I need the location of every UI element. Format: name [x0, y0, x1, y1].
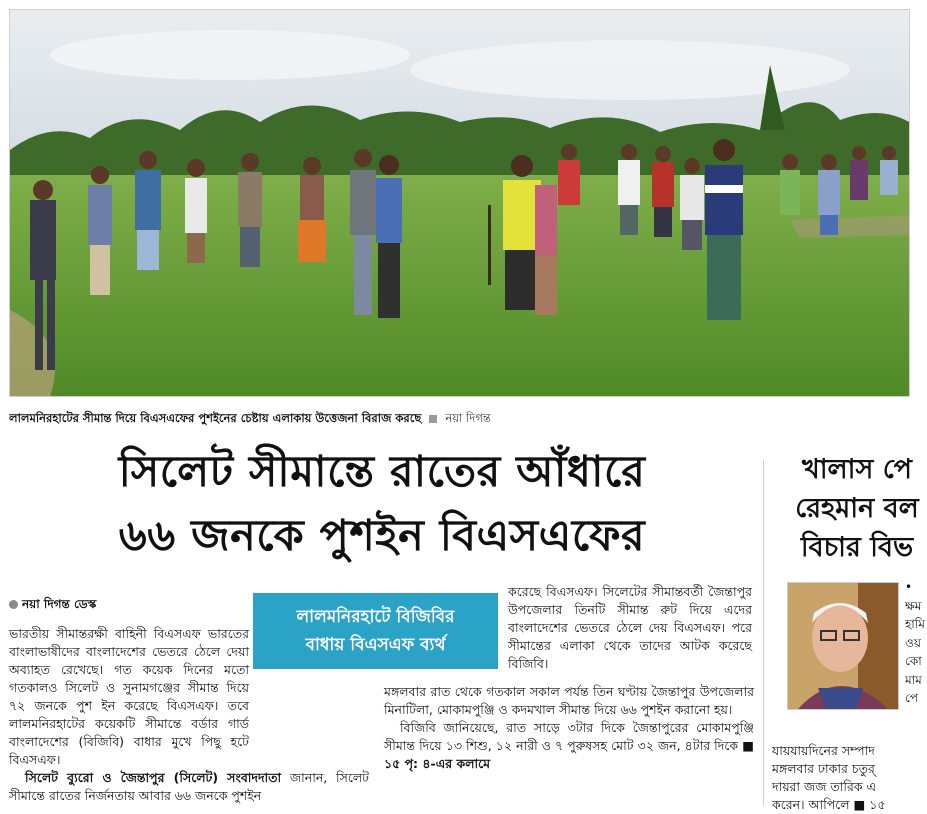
- subhead-box: [253, 593, 498, 669]
- side-headline-line-2: রেহমান বল: [795, 493, 919, 524]
- dateline: সিলেট ব্যুরো ও জৈন্তাপুর (সিলেট) সংবাদদাতা: [25, 770, 282, 785]
- byline-text: নয়া দিগন্ত ডেস্ক: [22, 597, 97, 611]
- subhead-line-1: লালমনিরহাটে বিজিবির: [296, 607, 455, 627]
- side-headline: [772, 450, 927, 567]
- photo-illustration: [10, 10, 909, 396]
- side-headline-line-3: বিচার বিভ: [800, 532, 914, 563]
- side-body-line: করেন। আপিলে ■ ১৫: [772, 797, 886, 812]
- side-headline-line-1: খালাস পে: [801, 454, 913, 485]
- article-paragraph-1: ভারতীয় সীমান্তরক্ষী বাহিনী বিএসএফ ভারতের বাংলাভাষীদের বাংলাদেশের ভেতরে ঠেলে দেয়া অব্যাহত রেখেছে। গত কয়েক দিনের মতো গতকালও সিলেট ও সুনামগঞ্জের সীমান্ত দিয়ে ৭২ জনকে পুশ ইন করেছে বিএসএফ। তবে লালমনিরহাটের কয়েকটি সীমান্তে বর্ডার গার্ড বাংলাদেশের (বিজিবি) বাধার মুখে পিছু হটে বিএসএফ।: [9, 626, 249, 767]
- article-column-mid: [508, 583, 752, 673]
- portrait-illustration: [788, 583, 898, 709]
- subhead-line-2: বাধায় বিএসএফ ব্যর্থ: [305, 635, 446, 655]
- side-story-body: [772, 742, 927, 814]
- side-frag-line: হামি: [905, 617, 925, 631]
- column-divider: [763, 460, 764, 805]
- side-frag-line: কো: [905, 654, 922, 668]
- article-column-mid-lower: [384, 683, 754, 773]
- side-body-line: যায়যায়দিনের সম্পাদ: [772, 743, 875, 758]
- caption-credit: নয়া দিগন্ত: [445, 411, 491, 425]
- side-frag-line: মাম: [905, 672, 922, 687]
- side-story-portrait: [787, 582, 899, 710]
- main-headline: [22, 440, 742, 568]
- news-photo: [9, 9, 910, 397]
- article-paragraph-4: মঙ্গলবার রাত থেকে গতকাল সকাল পর্যন্ত তিন ঘণ্টায় জৈন্তাপুর উপজেলার মিনাটিলা, মোকামপুঞ্জি ও কদমখাল সীমান্ত দিয়ে ৬৬ পুশইন করানো হয়।: [384, 684, 754, 717]
- side-frag-line: পে: [905, 691, 919, 705]
- bullet-icon: [9, 600, 18, 609]
- continued-jump-link[interactable]: ■ ১৫ পৃ: ৪-এর কলামে: [384, 738, 754, 771]
- side-frag-line: ক্ষম: [905, 598, 922, 613]
- side-body-line: দায়রা জজ তারিক এ: [772, 779, 877, 794]
- side-body-line: মঙ্গলবার ঢাকার চতুর্: [772, 761, 875, 776]
- headline-line-1: সিলেট সীমান্তে রাতের আঁধারে: [118, 447, 646, 497]
- side-frag-line: ওয়: [905, 635, 921, 650]
- side-frag-line: •: [905, 580, 913, 594]
- photo-caption: [9, 408, 909, 428]
- side-story-fragment: [905, 578, 927, 708]
- article-paragraph-5: [384, 719, 754, 773]
- article-paragraph-2: [9, 769, 369, 805]
- caption-separator-icon: [429, 415, 437, 423]
- caption-text: লালমনিরহাটের সীমান্ত দিয়ে বিএসএফের পুশইনের চেষ্টায় এলাকায় উত্তেজনা বিরাজ করছে: [9, 411, 422, 425]
- headline-line-2: ৬৬ জনকে পুশইন বিএসএফের: [118, 511, 646, 561]
- article-paragraph-2-text: জানান, সিলেট সীমান্তে রাতের নির্জনতায় আবার ৬৬ জনকে পুশইন: [9, 770, 369, 803]
- article-paragraph-5-text: বিজিবি জানিয়েছে, রাত সাড়ে ৩টার দিকে জৈন্তাপুরের মোকামপুঞ্জি সীমান্ত দিয়ে ১৩ শিশু, ১২ নারী ও ৭ পুরুষসহ মোট ৩২ জন, ৪টার দিকে: [384, 720, 754, 753]
- article-paragraph-3: করেছে বিএসএফ। সিলেটের সীমান্তবর্তী জৈন্তাপুর উপজেলার তিনটি সীমান্ত রুট দিয়ে এদের বাংলাদেশের ভেতরে ঠেলে দেয় বিএসএফ। পরে সীমান্তের এলাকা থেকে তাদের আটক করেছে বিজিবি।: [508, 584, 752, 671]
